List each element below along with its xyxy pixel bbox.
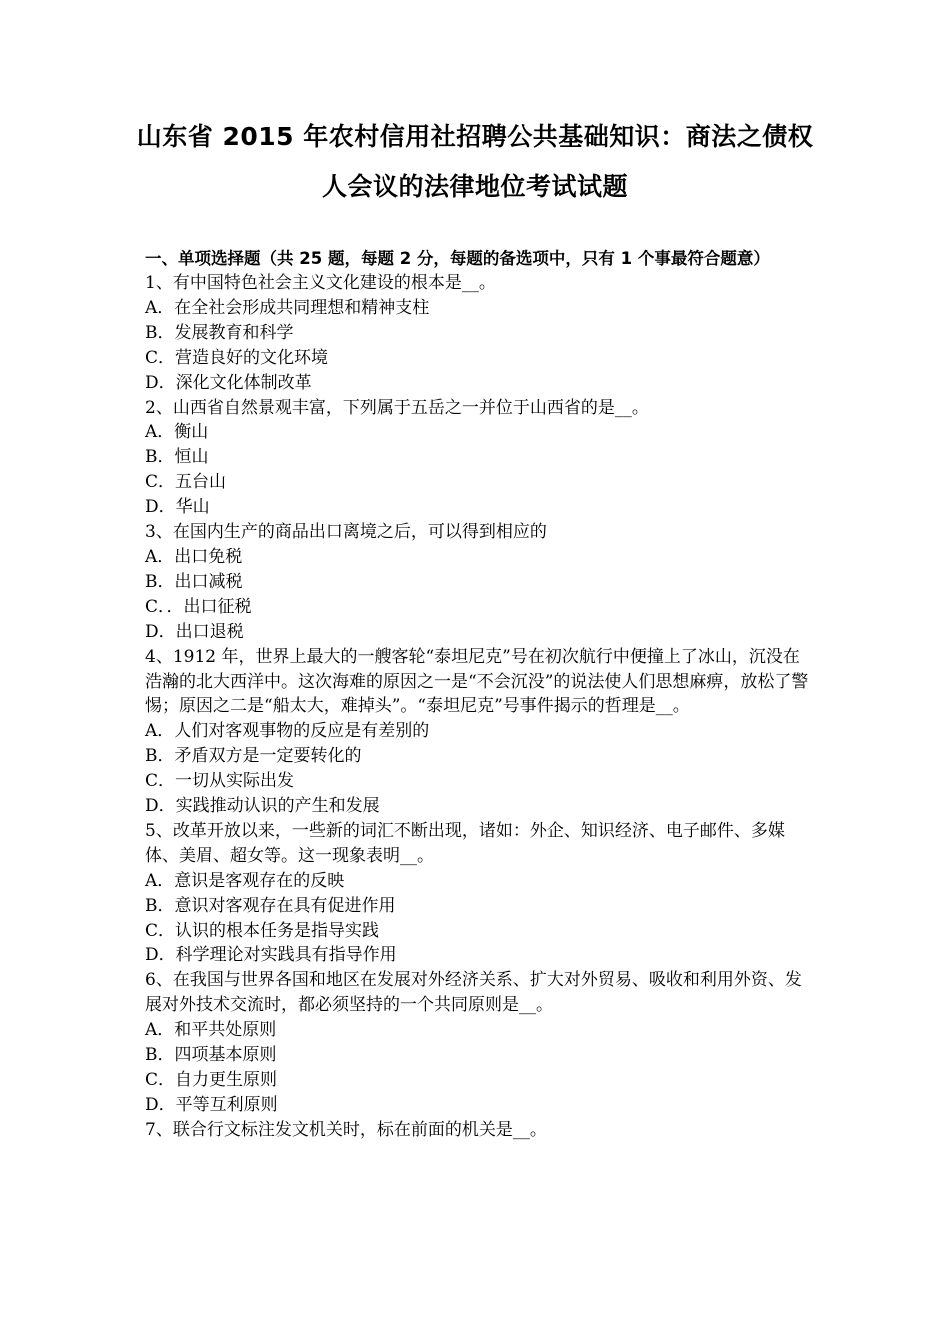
option-d: D．深化文化体制改革 bbox=[145, 372, 312, 393]
document-body bbox=[145, 246, 810, 1143]
question-stem: 4、1912 年，世界上最大的一艘客轮“泰坦尼克”号在初次航行中便撞上了冰山，沉没在浩瀚的北大西洋中。这次海难的原因之一是“不会沉没”的说法使人们思想麻痹，放松了警惕；原因之二是“船太大，难掉头”。“泰坦尼克”号事件揭示的哲理是__。 bbox=[145, 646, 809, 717]
question-stem: 1、有中国特色社会主义文化建设的根本是__。 bbox=[145, 273, 496, 293]
option-c: C．五台山 bbox=[145, 472, 227, 493]
option-b: B．发展教育和科学 bbox=[145, 322, 294, 343]
option-b: B．四项基本原则 bbox=[145, 1045, 277, 1066]
option-b: B．意识对客观存在具有促进作用 bbox=[145, 895, 396, 916]
title-line-1: 山东省 2015 年农村信用社招聘公共基础知识：商法之债权 bbox=[136, 122, 814, 151]
option-b: B．恒山 bbox=[145, 447, 209, 468]
question-3 bbox=[145, 520, 810, 645]
question-4 bbox=[145, 645, 810, 819]
question-7 bbox=[145, 1118, 810, 1143]
option-a: A．人们对客观事物的反应是有差别的 bbox=[145, 721, 430, 742]
option-a: A．出口免税 bbox=[145, 546, 243, 567]
option-c: C．．出口征税 bbox=[145, 596, 252, 617]
question-stem: 3、在国内生产的商品出口离境之后，可以得到相应的 bbox=[145, 522, 547, 543]
option-c: C．自力更生原则 bbox=[145, 1070, 278, 1090]
option-d: D．出口退税 bbox=[145, 621, 244, 642]
section-heading: 一、单项选择题（共 25 题，每题 2 分，每题的备选项中，只有 1 个事最符合题意） bbox=[145, 249, 770, 268]
question-1 bbox=[145, 271, 810, 396]
option-d: D．科学理论对实践具有指导作用 bbox=[145, 945, 397, 966]
document-title bbox=[110, 112, 840, 212]
question-6 bbox=[145, 968, 810, 1117]
option-d: D．平等互利原则 bbox=[145, 1094, 278, 1115]
option-b: B．出口减税 bbox=[145, 571, 243, 592]
question-stem: 7、联合行文标注发文机关时，标在前面的机关是__。 bbox=[145, 1119, 547, 1140]
option-a: A．意识是客观存在的反映 bbox=[145, 870, 345, 891]
question-2 bbox=[145, 396, 810, 521]
option-b: B．矛盾双方是一定要转化的 bbox=[145, 746, 362, 767]
option-d: D．实践推动认识的产生和发展 bbox=[145, 796, 380, 817]
option-c: C．一切从实际出发 bbox=[145, 771, 295, 792]
question-5 bbox=[145, 819, 810, 968]
option-a: A．在全社会形成共同理想和精神支柱 bbox=[145, 297, 430, 318]
question-stem: 6、在我国与世界各国和地区在发展对外经济关系、扩大对外贸易、吸收和利用外资、发展对外技术交流时，都必须坚持的一个共同原则是__。 bbox=[145, 970, 802, 1016]
option-a: A．和平共处原则 bbox=[145, 1020, 277, 1041]
option-d: D．华山 bbox=[145, 497, 210, 518]
option-a: A．衡山 bbox=[145, 422, 209, 443]
question-stem: 2、山西省自然景观丰富，下列属于五岳之一并位于山西省的是__。 bbox=[145, 397, 649, 418]
option-c: C．营造良好的文化环境 bbox=[145, 347, 329, 368]
question-stem: 5、改革开放以来，一些新的词汇不断出现，诸如：外企、知识经济、电子邮件、多媒体、美眉、超女等。这一现象表明__。 bbox=[145, 820, 785, 866]
title-line-2: 人会议的法律地位考试试题 bbox=[321, 172, 628, 201]
option-c: C．认识的根本任务是指导实践 bbox=[145, 920, 380, 941]
